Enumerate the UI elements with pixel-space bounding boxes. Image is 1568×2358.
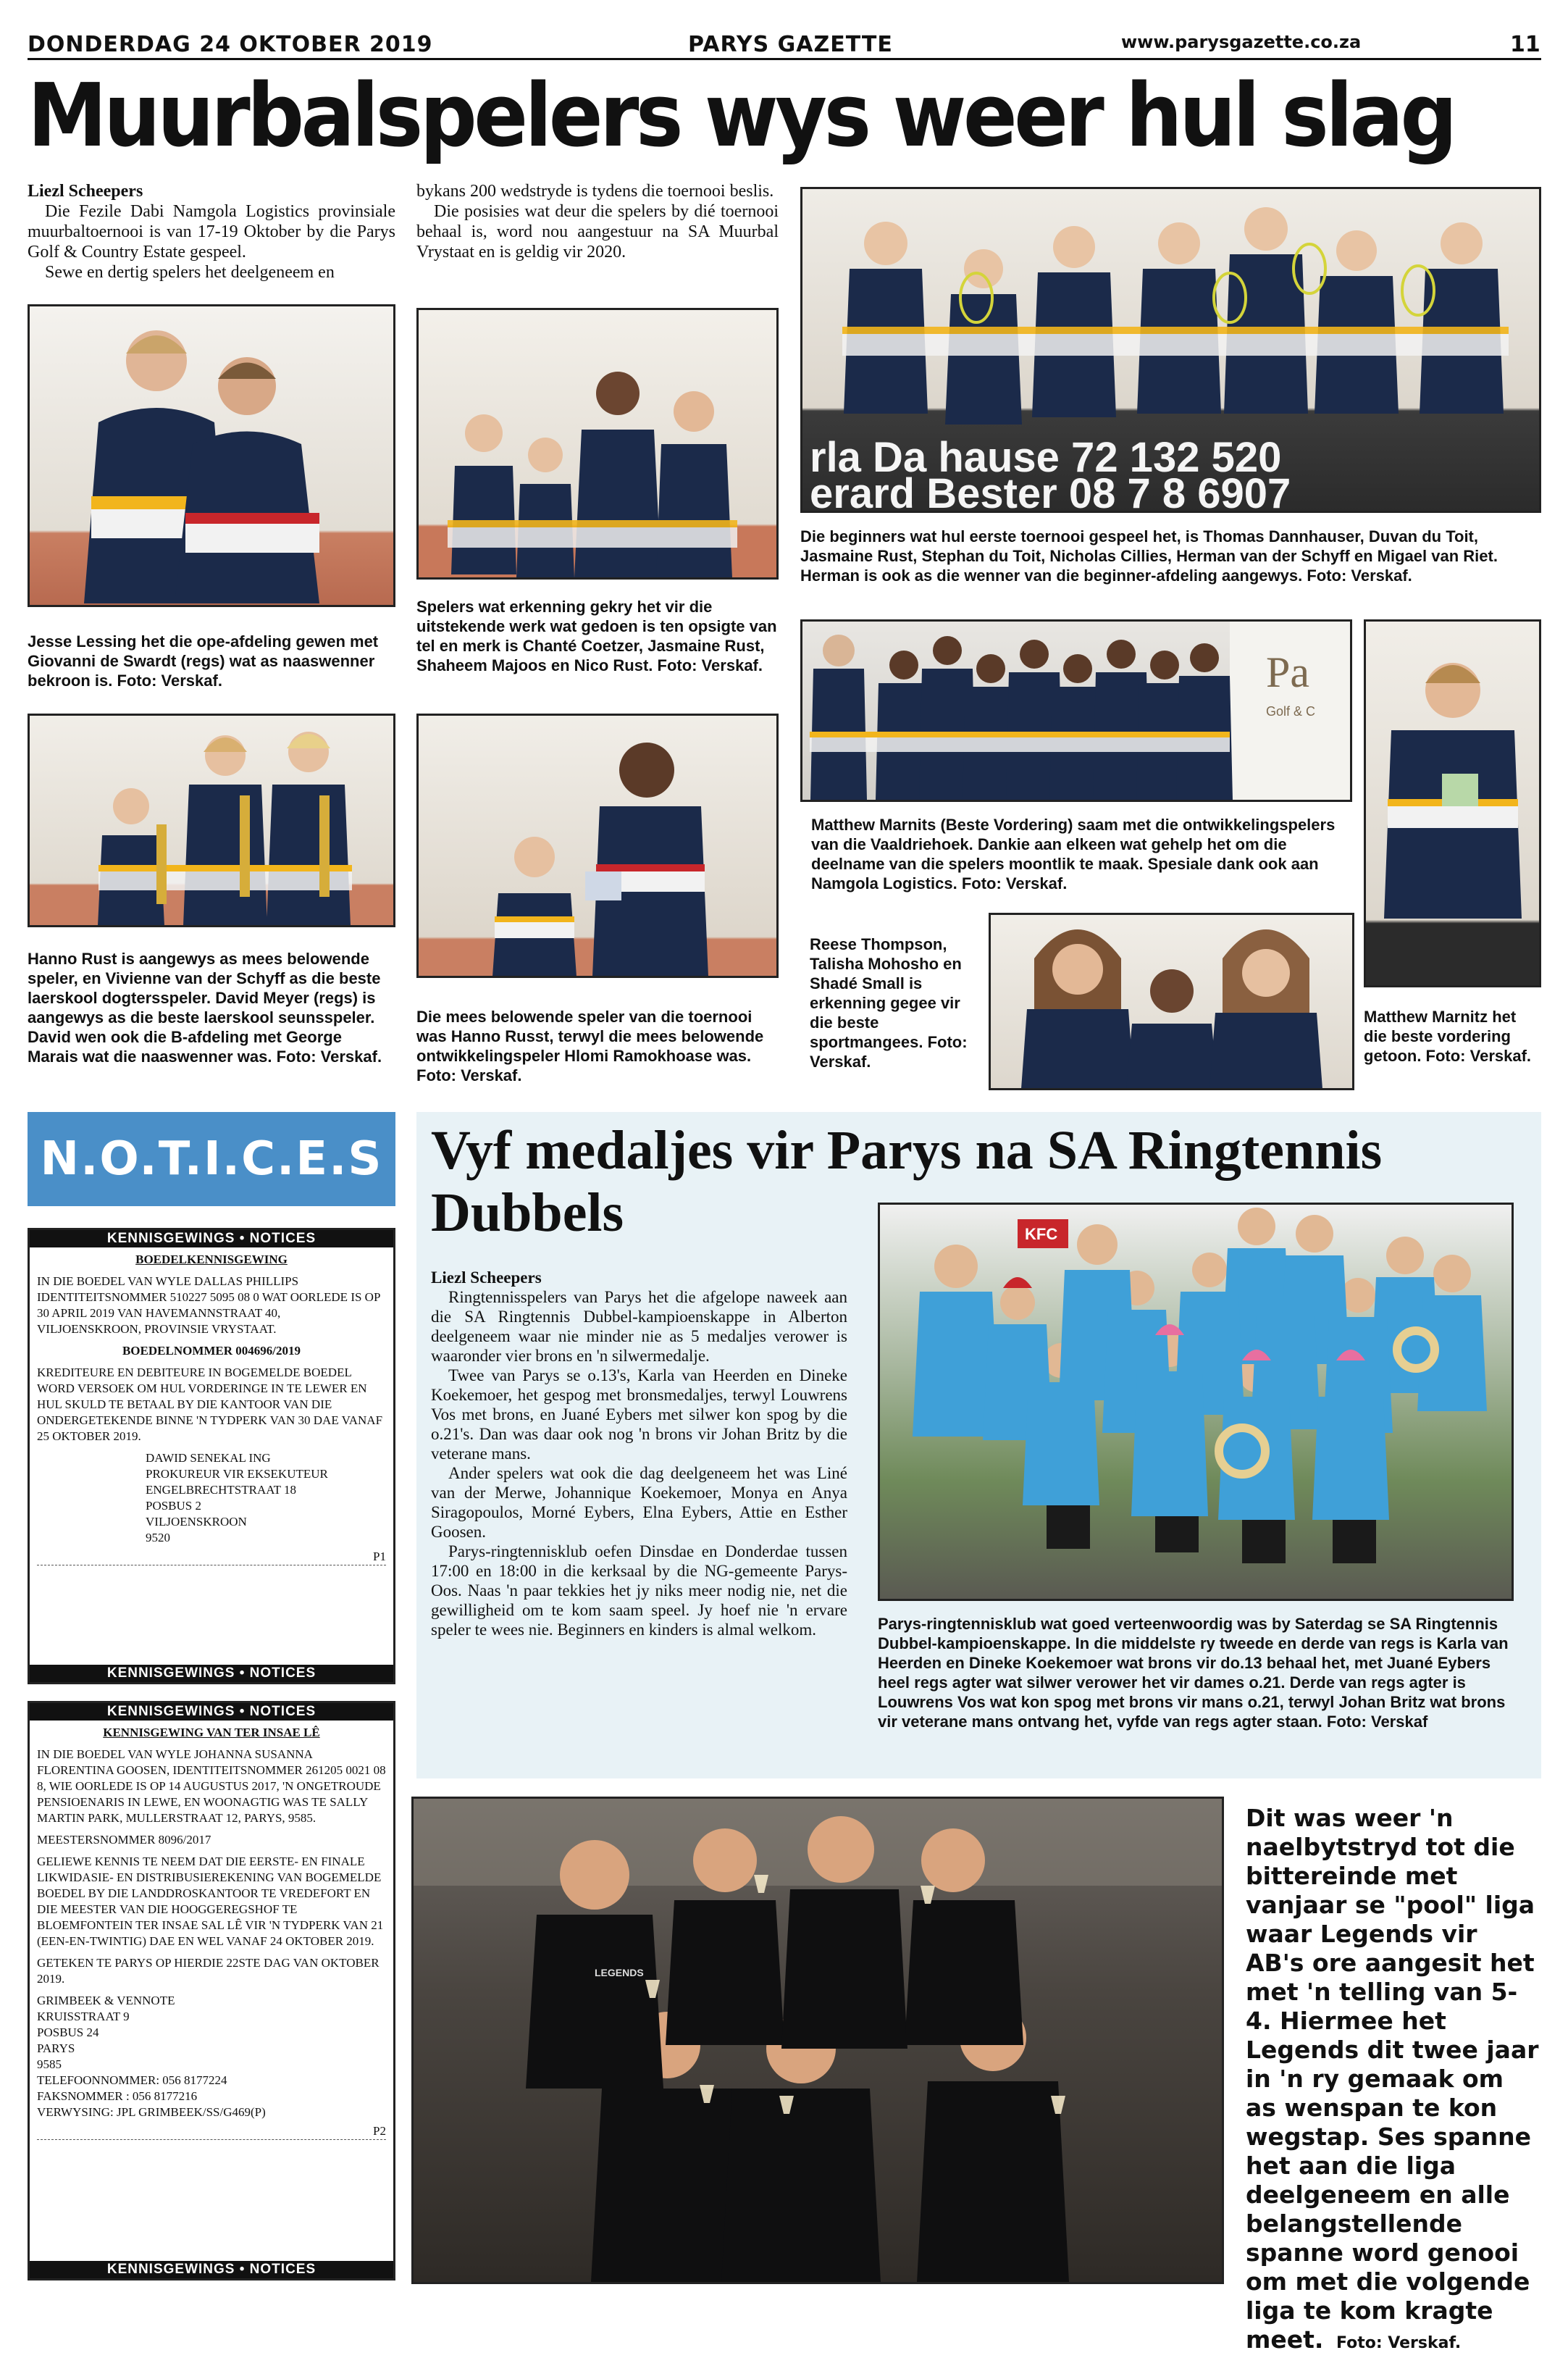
pool-text-block bbox=[1246, 1804, 1539, 2358]
photo-jesse-giovanni-art bbox=[30, 306, 393, 605]
photo-legends-art bbox=[414, 1799, 1222, 2282]
notice-bar-top-1: KENNISGEWINGS • NOTICES bbox=[30, 1230, 393, 1247]
main-headline: Muurbalspelers wys weer hul slag bbox=[28, 66, 1454, 167]
notice-boedel bbox=[28, 1228, 395, 1684]
paper-name: PARYS GAZETTE bbox=[688, 32, 893, 57]
article1-p3: bykans 200 wedstryde is tydens die toernooi beslis. bbox=[416, 182, 774, 201]
notice2-addr8: VERWYSING: JPL GRIMBEEK/SS/G469(P) bbox=[37, 2105, 266, 2119]
notice1-addr2: PROKUREUR VIR EKSEKUTEUR bbox=[146, 1467, 328, 1481]
caption-tel-en-merk: Spelers wat erkenning gekry het vir die uitstekende werk wat gedoen is ten opsigte van tel en merk is Chanté Coetzer, Jasmaine Rust, Shaheem Majoos en Nico Rust. Foto: Verskaf. bbox=[416, 598, 777, 674]
photo-matthew-marnitz bbox=[1364, 619, 1541, 987]
page-date: DONDERDAG 24 OKTOBER 2019 bbox=[28, 32, 433, 57]
notice1-ref: P1 bbox=[37, 1549, 386, 1565]
article1-p1: Die Fezile Dabi Namgola Logistics provinsiale muurbaltoernooi is van 17-19 Oktober by die Parys Golf & Country Estate gespeel. bbox=[28, 202, 395, 262]
notice1-p3: KREDITEURE EN DEBITEURE IN BOGEMELDE BOEDEL WORD VERSOEK OM HUL VORDERINGE IN TE LEWER EN HUL SKULD TE BETAAL BY DIE KANTOOR VAN DIE ONDERGETEKENDE BINNE 'N TYDPERK VAN 30 DAE VANAF 25 OKTOBER 2019. bbox=[37, 1366, 383, 1443]
pool-text: Dit was weer 'n naelbytstryd tot die bittereinde met vanjaar se "pool" liga waar Legends vir AB's ore aangesit het met 'n telling van 5-4. Hiermee het Legends dit twee jaar in 'n ry gemaak om as wenspan te kon wegstap. Ses spanne het aan die liga deelgeneem en alle belangstellende spanne word genooi om met die volgende liga te kom kragte meet. bbox=[1246, 1804, 1539, 2354]
photo-ringtennis-art bbox=[880, 1205, 1512, 1599]
notice2-addr4: PARYS bbox=[37, 2041, 75, 2055]
photo-beginners-art bbox=[802, 189, 1539, 511]
article1-p4: Die posisies wat deur die spelers by dié toernooi behaal is, word nou aangestuur na SA Muurbal Vrystaat en is geldig vir 2020. bbox=[416, 202, 779, 262]
photo-hanno-vivienne-david bbox=[28, 714, 395, 927]
caption-hanno-hlomi: Die mees belowende speler van die toernooi was Hanno Russt, terwyl die mees belowende ontwikkelingspeler Hlomi Ramokhoase was. Foto: Verskaf. bbox=[416, 1008, 764, 1084]
ringtennis-p3: Ander spelers wat ook die dag deelgeneem het was Liné van der Merwe, Johannique Koekemoer, Monya en Anya Siragopoulos, Morné Eybers, Elna Eybers, Attie en Esther Goosen. bbox=[431, 1464, 847, 1541]
notices-title-bar bbox=[28, 1112, 395, 1206]
notice1-addr6: 9520 bbox=[146, 1531, 170, 1544]
ringtennis-byline: Liezl Scheepers bbox=[431, 1268, 542, 1287]
photo-legends-pool bbox=[411, 1797, 1224, 2284]
photo-development-art bbox=[802, 622, 1350, 800]
notice-bar-top-2: KENNISGEWINGS • NOTICES bbox=[30, 1703, 393, 1721]
photo-beginners bbox=[800, 187, 1541, 513]
caption-beginners: Die beginners wat hul eerste toernooi gespeel het, is Thomas Dannhauser, Duvan du Toit, Jasmaine Rust, Stephan du Toit, Nicholas Cillies, Herman van der Schyff en Migael van Riet. Herman is ook as die wenner van die beginner-afdeling aangewys. Foto: Verskaf. bbox=[800, 527, 1498, 585]
photo-ringtennis-club bbox=[878, 1203, 1514, 1601]
caption-development: Matthew Marnits (Beste Vordering) saam met die ontwikkelingspelers van die Vaaldriehoek. Dankie aan elkeen wat gehelp het om die deelname van die spelers moontlik te maak. Spesiale dank ook aan Namgola Logistics. Foto: Verskaf. bbox=[811, 816, 1336, 892]
photo-sign-kfc: KFC bbox=[1025, 1225, 1058, 1243]
photo-three-girls bbox=[989, 913, 1354, 1090]
notice2-title: KENNISGEWING VAN TER INSAE LÊ bbox=[103, 1726, 320, 1739]
page-number: 11 bbox=[1510, 32, 1540, 57]
photo-jesse-giovanni bbox=[28, 304, 395, 607]
notice-bar-bottom-2: KENNISGEWINGS • NOTICES bbox=[30, 2261, 393, 2278]
notice1-address bbox=[37, 1450, 386, 1546]
photo-sign-golf: Golf & C bbox=[1266, 704, 1316, 719]
notice2-addr5: 9585 bbox=[37, 2057, 62, 2071]
photo-tel-en-merk bbox=[416, 308, 779, 580]
article1-byline: Liezl Scheepers bbox=[28, 182, 143, 201]
notice2-addr1: GRIMBEEK & VENNOTE bbox=[37, 1994, 175, 2007]
notice2-p2: MEESTERSNOMMER 8096/2017 bbox=[37, 1833, 211, 1847]
notice-ter-insae bbox=[28, 1701, 395, 2280]
site-url[interactable]: www.parysgazette.co.za bbox=[1121, 32, 1362, 52]
notice-ter-insae-text bbox=[30, 1721, 393, 2144]
article1-col1 bbox=[28, 181, 395, 283]
notice2-p1: IN DIE BOEDEL VAN WYLE JOHANNA SUSANNA FLORENTINA GOOSEN, IDENTITEITSNOMMER 261205 0021 08 8, WIE OORLEDE IS OP 14 AUGUSTUS 2017, 'N ONGETROUDE PENSIOENARIS IN LEWE, EN WOONAGTIG WAS TE SALLY MARTIN PARK, MULLERSTRAAT 12, PARYS, 9585. bbox=[37, 1747, 386, 1825]
photo-matthew-art bbox=[1366, 622, 1539, 985]
ringtennis-headline: Vyf medaljes vir Parys na SA Ringtennis Dubbels bbox=[431, 1120, 1383, 1243]
notice1-addr1: DAWID SENEKAL ING bbox=[146, 1451, 271, 1465]
caption-hanno-vivienne: Hanno Rust is aangewys as mees belowende speler, en Vivienne van der Schyff as die beste laerskool dogtersspeler. David Meyer (regs) is aangewys as die beste laerskool seunsspeler. David wen ook die B-afdeling met George Marais wat die naaswenner was. Foto: Verskaf. bbox=[28, 950, 382, 1066]
notice-boedel-text bbox=[30, 1247, 393, 1570]
ringtennis-p2: Twee van Parys se o.13's, Karla van Heerden en Dineke Koekemoer, het gespog met bronsmedaljes, terwyl Louwrens Vos met brons, en Juané Eybers met silwer kon spog by die o.21's. Dan was daar ook nog 'n brons vir Johan Britz by die veterane mans. bbox=[431, 1366, 847, 1463]
notice1-title: BOEDELKENNISGEWING bbox=[135, 1253, 288, 1266]
photo-hanno-hlomi bbox=[416, 714, 779, 978]
notice1-p2: BOEDELNOMMER 004696/2019 bbox=[122, 1344, 301, 1358]
caption-matthew: Matthew Marnitz het die beste vordering getoon. Foto: Verskaf. bbox=[1364, 1008, 1532, 1065]
banner-text-1: rla Da hause 72 132 520 bbox=[810, 434, 1282, 481]
pool-credit: Foto: Verskaf. bbox=[1336, 2334, 1462, 2352]
photo-development-group bbox=[800, 619, 1352, 802]
photo-hanno-hlomi-art bbox=[419, 716, 776, 976]
photo-tel-en-merk-art bbox=[419, 310, 776, 577]
ringtennis-body bbox=[431, 1268, 847, 1639]
ringtennis-p4: Parys-ringtennisklub oefen Dinsdae en Donderdae tussen 17:00 en 18:00 in die kerksaal by die NG-gemeente Parys-Oos. Naas 'n paar tekkies het jy niks meer nodig nie, net die gewilligheid om te kom saam speel. Jy hoef nie 'n ervare speler te wees nie. Beginners en kinders is almal welkom. bbox=[431, 1542, 847, 1639]
notices-title: N.O.T.I.C.E.S bbox=[40, 1132, 383, 1186]
notice2-addr2: KRUISSTRAAT 9 bbox=[37, 2010, 130, 2023]
caption-ringtennis: Parys-ringtennisklub wat goed verteenwoordig was by Saterdag se SA Ringtennis Dubbel-kampioenskappe. In die middelste ry tweede en derde van regs is Karla van Heerden en Dineke Koekemoer wat brons vir do.13 behaal het, met Juané Eybers heel regs agter wat silwer verower het vir dames o.21. Derde van regs agter is Louwrens Vos wat kon spog met brons vir mans o.21, terwyl Johan Britz wat brons vir veterane mans ontvang het, vyfde van regs agter staan. Foto: Verskaf bbox=[878, 1615, 1509, 1731]
photo-sign-po: Pa bbox=[1266, 648, 1309, 696]
notice2-ref: P2 bbox=[37, 2123, 386, 2140]
photo-hanno-art bbox=[30, 716, 393, 925]
photo-legends-logo: LEGENDS bbox=[595, 1967, 644, 1978]
caption-sportmangees: Reese Thompson, Talisha Mohosho en Shadé Small is erkenning gegee vir die beste sportmangees. Foto: Verskaf. bbox=[810, 935, 968, 1071]
article1-p2: Sewe en dertig spelers het deelgeneem en bbox=[45, 263, 335, 282]
ringtennis-p1: Ringtennisspelers van Parys het die afgelope naweek aan die SA Ringtennis Dubbel-kampioenskappe in Alberton deelgeneem waar nie minder nie as 5 medaljes verower is waaronder vier brons en 'n silwermedalje. bbox=[431, 1288, 847, 1365]
notice2-p4: GETEKEN TE PARYS OP HIERDIE 22STE DAG VAN OKTOBER 2019. bbox=[37, 1956, 380, 1986]
notice1-addr5: VILJOENSKROON bbox=[146, 1515, 247, 1529]
notice2-addr3: POSBUS 24 bbox=[37, 2025, 99, 2039]
masthead-rule bbox=[28, 58, 1541, 60]
notice1-addr4: POSBUS 2 bbox=[146, 1499, 202, 1513]
notice2-addr6: TELEFOONNOMMER: 056 8177224 bbox=[37, 2073, 227, 2087]
notice1-addr3: ENGELBRECHTSTRAAT 18 bbox=[146, 1483, 296, 1497]
banner-text-2: erard Bester 08 7 8 6907 bbox=[810, 470, 1291, 511]
notice2-address bbox=[37, 1993, 386, 2120]
notice-bar-bottom-1: KENNISGEWINGS • NOTICES bbox=[30, 1665, 393, 1682]
notice1-p1: IN DIE BOEDEL VAN WYLE DALLAS PHILLIPS IDENTITEITSNOMMER 510227 5095 08 0 WAT OORLEDE IS OP 30 APRIL 2019 VAN HAVEMANNSTRAAT 40, VILJOENSKROON, PROVINSIE VRYSTAAT. bbox=[37, 1274, 380, 1336]
article1-col2 bbox=[416, 181, 779, 262]
photo-three-girls-art bbox=[991, 915, 1352, 1088]
notice2-addr7: FAKSNOMMER : 056 8177216 bbox=[37, 2089, 198, 2103]
caption-jesse: Jesse Lessing het die ope-afdeling gewen met Giovanni de Swardt (regs) wat as naaswenner bekroon is. Foto: Verskaf. bbox=[28, 632, 379, 690]
notice2-p3: GELIEWE KENNIS TE NEEM DAT DIE EERSTE- EN FINALE LIKWIDASIE- EN DISTRIBUSIEREKENING VAN BOGEMELDE BOEDEL BY DIE LANDDROSKANTOOR TE VREDEFORT EN DIE MEESTER VAN DIE HOOGGEREGSHOF TE BLOEMFONTEIN TER INSAE SAL LÊ VIR 'N TYDPERK VAN 21 (EEN-EN-TWINTIG) DAE EN WEL VANAF 24 OKTOBER 2019. bbox=[37, 1855, 384, 1948]
